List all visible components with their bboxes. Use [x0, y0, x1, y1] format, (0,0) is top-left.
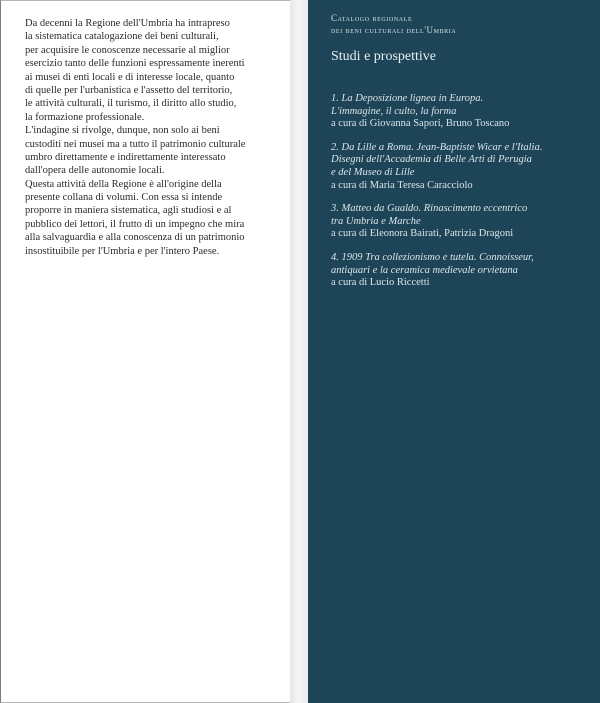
- introduction-text: [25, 17, 287, 258]
- intro-line: le attività culturali, il turismo, il diritto allo studio,: [25, 98, 237, 110]
- book-entry: [331, 252, 596, 290]
- intro-line: alla salvaguardia e alla conoscenza di un patrimonio: [25, 232, 245, 244]
- book-title-line: L'immagine, il culto, la forma: [331, 105, 457, 117]
- intro-line: Da decenni la Regione dell'Umbria ha intrapreso: [25, 18, 230, 29]
- series-heading-line: Catalogo regionale: [331, 13, 413, 23]
- book-entry: [331, 142, 596, 192]
- intro-line: L'indagine si rivolge, dunque, non solo ai beni: [25, 125, 220, 137]
- series-heading: [331, 13, 456, 36]
- book-title-line: tra Umbria e Marche: [331, 215, 421, 227]
- intro-line: di quelle per l'urbanistica e l'assetto del territorio,: [25, 84, 233, 96]
- book-entry: [331, 203, 596, 241]
- series-heading-line: dei beni culturali dell'Umbria: [331, 24, 457, 35]
- book-title-line: e del Museo di Lille: [331, 166, 415, 178]
- book-entry: [331, 93, 596, 131]
- book-editors: a cura di Giovanna Sapori, Bruno Toscano: [331, 118, 510, 130]
- intro-line: proporre in maniera sistematica, agli studiosi e al: [25, 205, 232, 217]
- intro-line: umbro direttamente e indirettamente interessato: [25, 151, 226, 163]
- book-title-line: 3. Matteo da Gualdo. Rinascimento eccentrico: [331, 203, 528, 215]
- intro-line: presente collana di volumi. Con essa si intende: [25, 192, 223, 204]
- book-gutter: [290, 0, 308, 703]
- intro-line: insostituibile per l'Umbria e per l'intero Paese.: [25, 245, 220, 257]
- book-title-line: 1. La Deposizione lignea in Europa.: [331, 93, 484, 104]
- book-editors: a cura di Maria Teresa Caracciolo: [331, 179, 473, 191]
- right-page: [308, 0, 600, 703]
- collection-title: Studi e prospettive: [331, 49, 436, 64]
- intro-line: Questa attività della Regione è all'origine della: [25, 178, 222, 190]
- book-editors: a cura di Eleonora Bairati, Patrizia Dragoni: [331, 228, 514, 240]
- book-title-line: 2. Da Lille a Roma. Jean-Baptiste Wicar e l'Italia.: [331, 141, 543, 153]
- book-title-line: Disegni dell'Accademia di Belle Arti di Perugia: [331, 154, 532, 166]
- book-title-line: 4. 1909 Tra collezionismo e tutela. Connoisseur,: [331, 251, 534, 263]
- intro-line: custoditi nei musei ma a tutto il patrimonio culturale: [25, 138, 246, 150]
- intro-line: esercizio tanto delle funzioni espressamente inerenti: [25, 58, 245, 70]
- book-editors: a cura di Lucio Riccetti: [331, 277, 430, 289]
- intro-line: pubblico dei lettori, il frutto di un impegno che mira: [25, 218, 245, 230]
- intro-line: ai musei di enti locali e di interesse locale, quanto: [25, 71, 235, 83]
- intro-line: la formazione professionale.: [25, 111, 145, 123]
- intro-line: la sistematica catalogazione dei beni culturali,: [25, 31, 219, 43]
- left-page: [0, 0, 290, 703]
- intro-line: per acquisire le conoscenze necessarie al miglior: [25, 44, 230, 56]
- book-list: [331, 93, 596, 301]
- intro-line: dall'opera delle autonomie locali.: [25, 165, 165, 177]
- book-title-line: antiquari e la ceramica medievale orvietana: [331, 264, 518, 276]
